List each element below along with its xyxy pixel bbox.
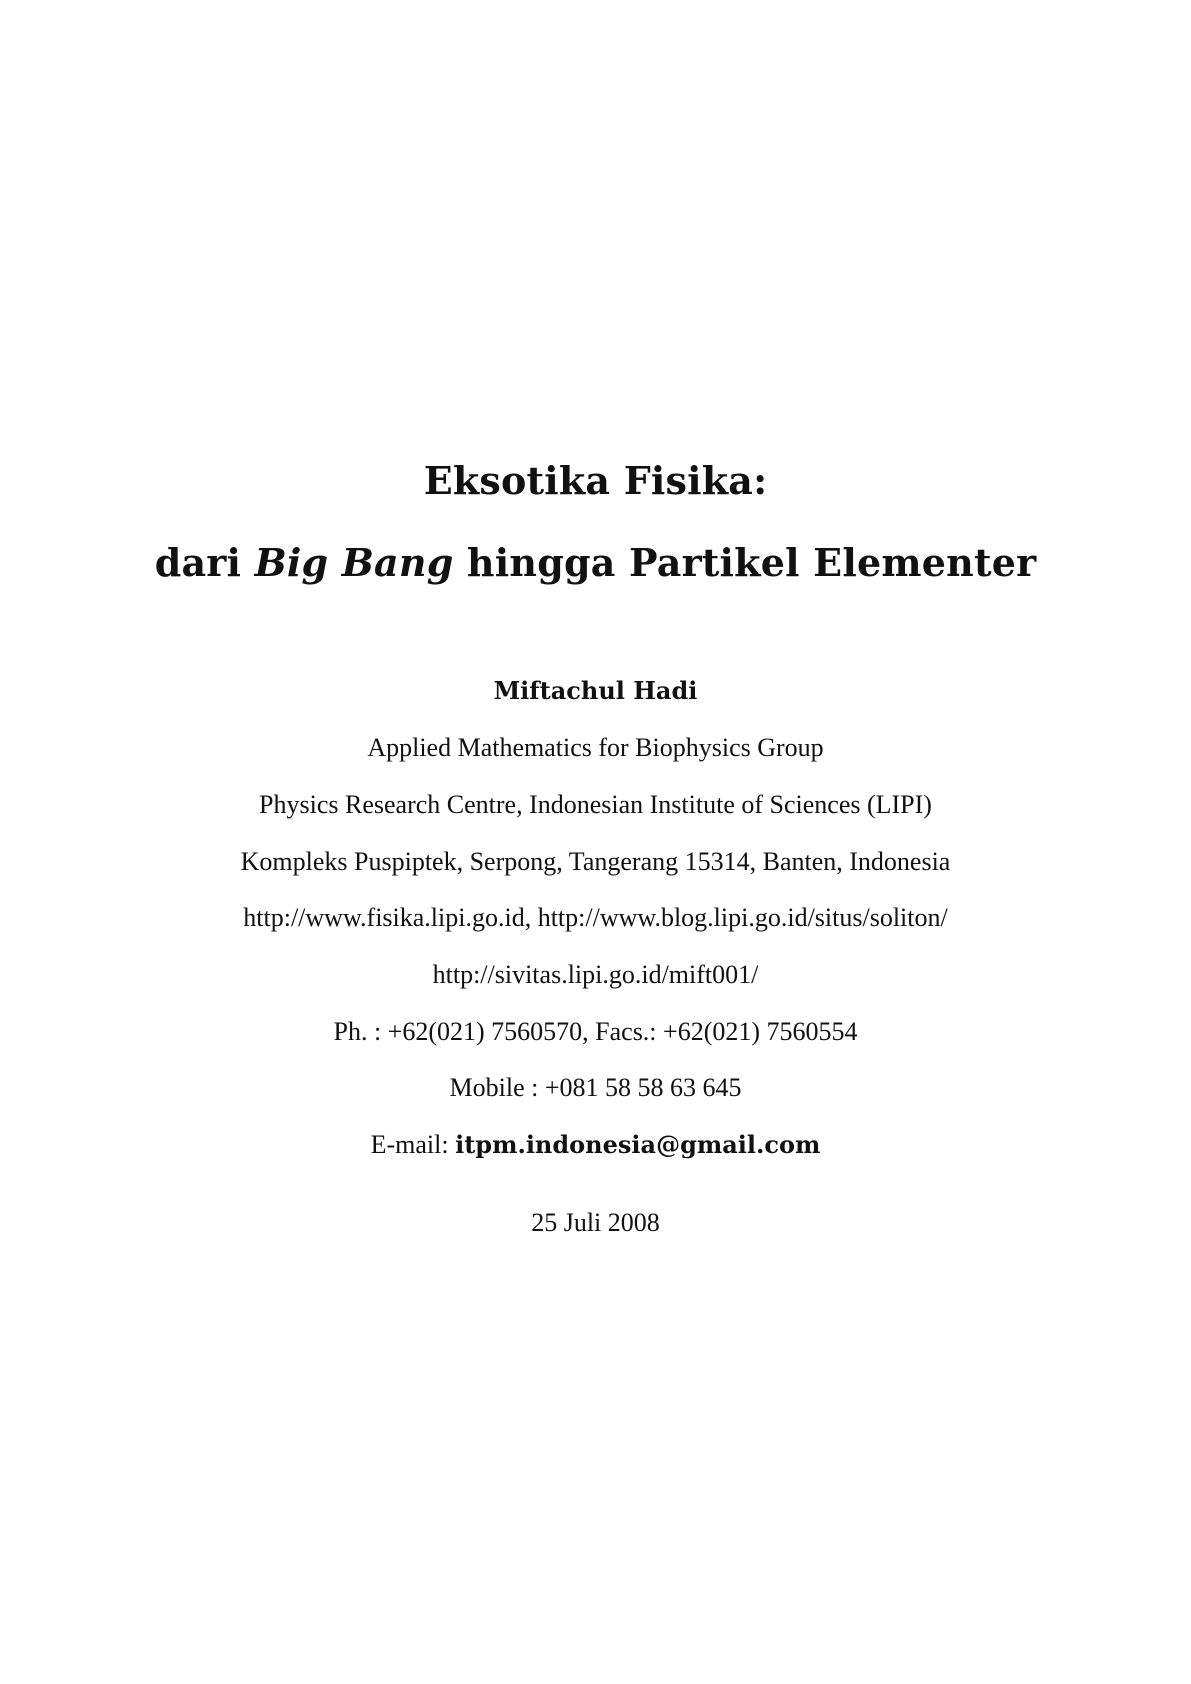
author-url-2: http://sivitas.lipi.go.id/mift001/ — [432, 960, 759, 989]
author-centre: Physics Research Centre, Indonesian Institute of Sciences (LIPI) — [259, 790, 932, 819]
author-urls: http://www.fisika.lipi.go.id, http://www.blog.lipi.go.id/situs/soliton/ — [243, 903, 948, 932]
email-address: itpm.indonesia@gmail.com — [455, 1130, 821, 1159]
author-email-line — [0, 1130, 1191, 1160]
title-line-1: Eksotika Fisika: — [423, 458, 768, 503]
author-address: Kompleks Puspiptek, Serpong, Tangerang 15314, Banten, Indonesia — [240, 847, 951, 876]
title-line-2-prefix: dari — [154, 540, 255, 585]
title-line-2-suffix: hingga Partikel Elementer — [453, 540, 1037, 585]
author-name: Miftachul Hadi — [493, 676, 698, 705]
author-mobile: Mobile : +081 58 58 63 645 — [449, 1073, 742, 1102]
author-group: Applied Mathematics for Biophysics Group — [367, 733, 824, 762]
email-label: E-mail: — [370, 1130, 456, 1159]
author-phone: Ph. : +62(021) 7560570, Facs.: +62(021) 7560554 — [333, 1017, 858, 1046]
document-date: 25 Juli 2008 — [531, 1208, 660, 1237]
title-line-2-italic: Big Bang — [254, 540, 454, 585]
title-line-2 — [0, 540, 1191, 585]
